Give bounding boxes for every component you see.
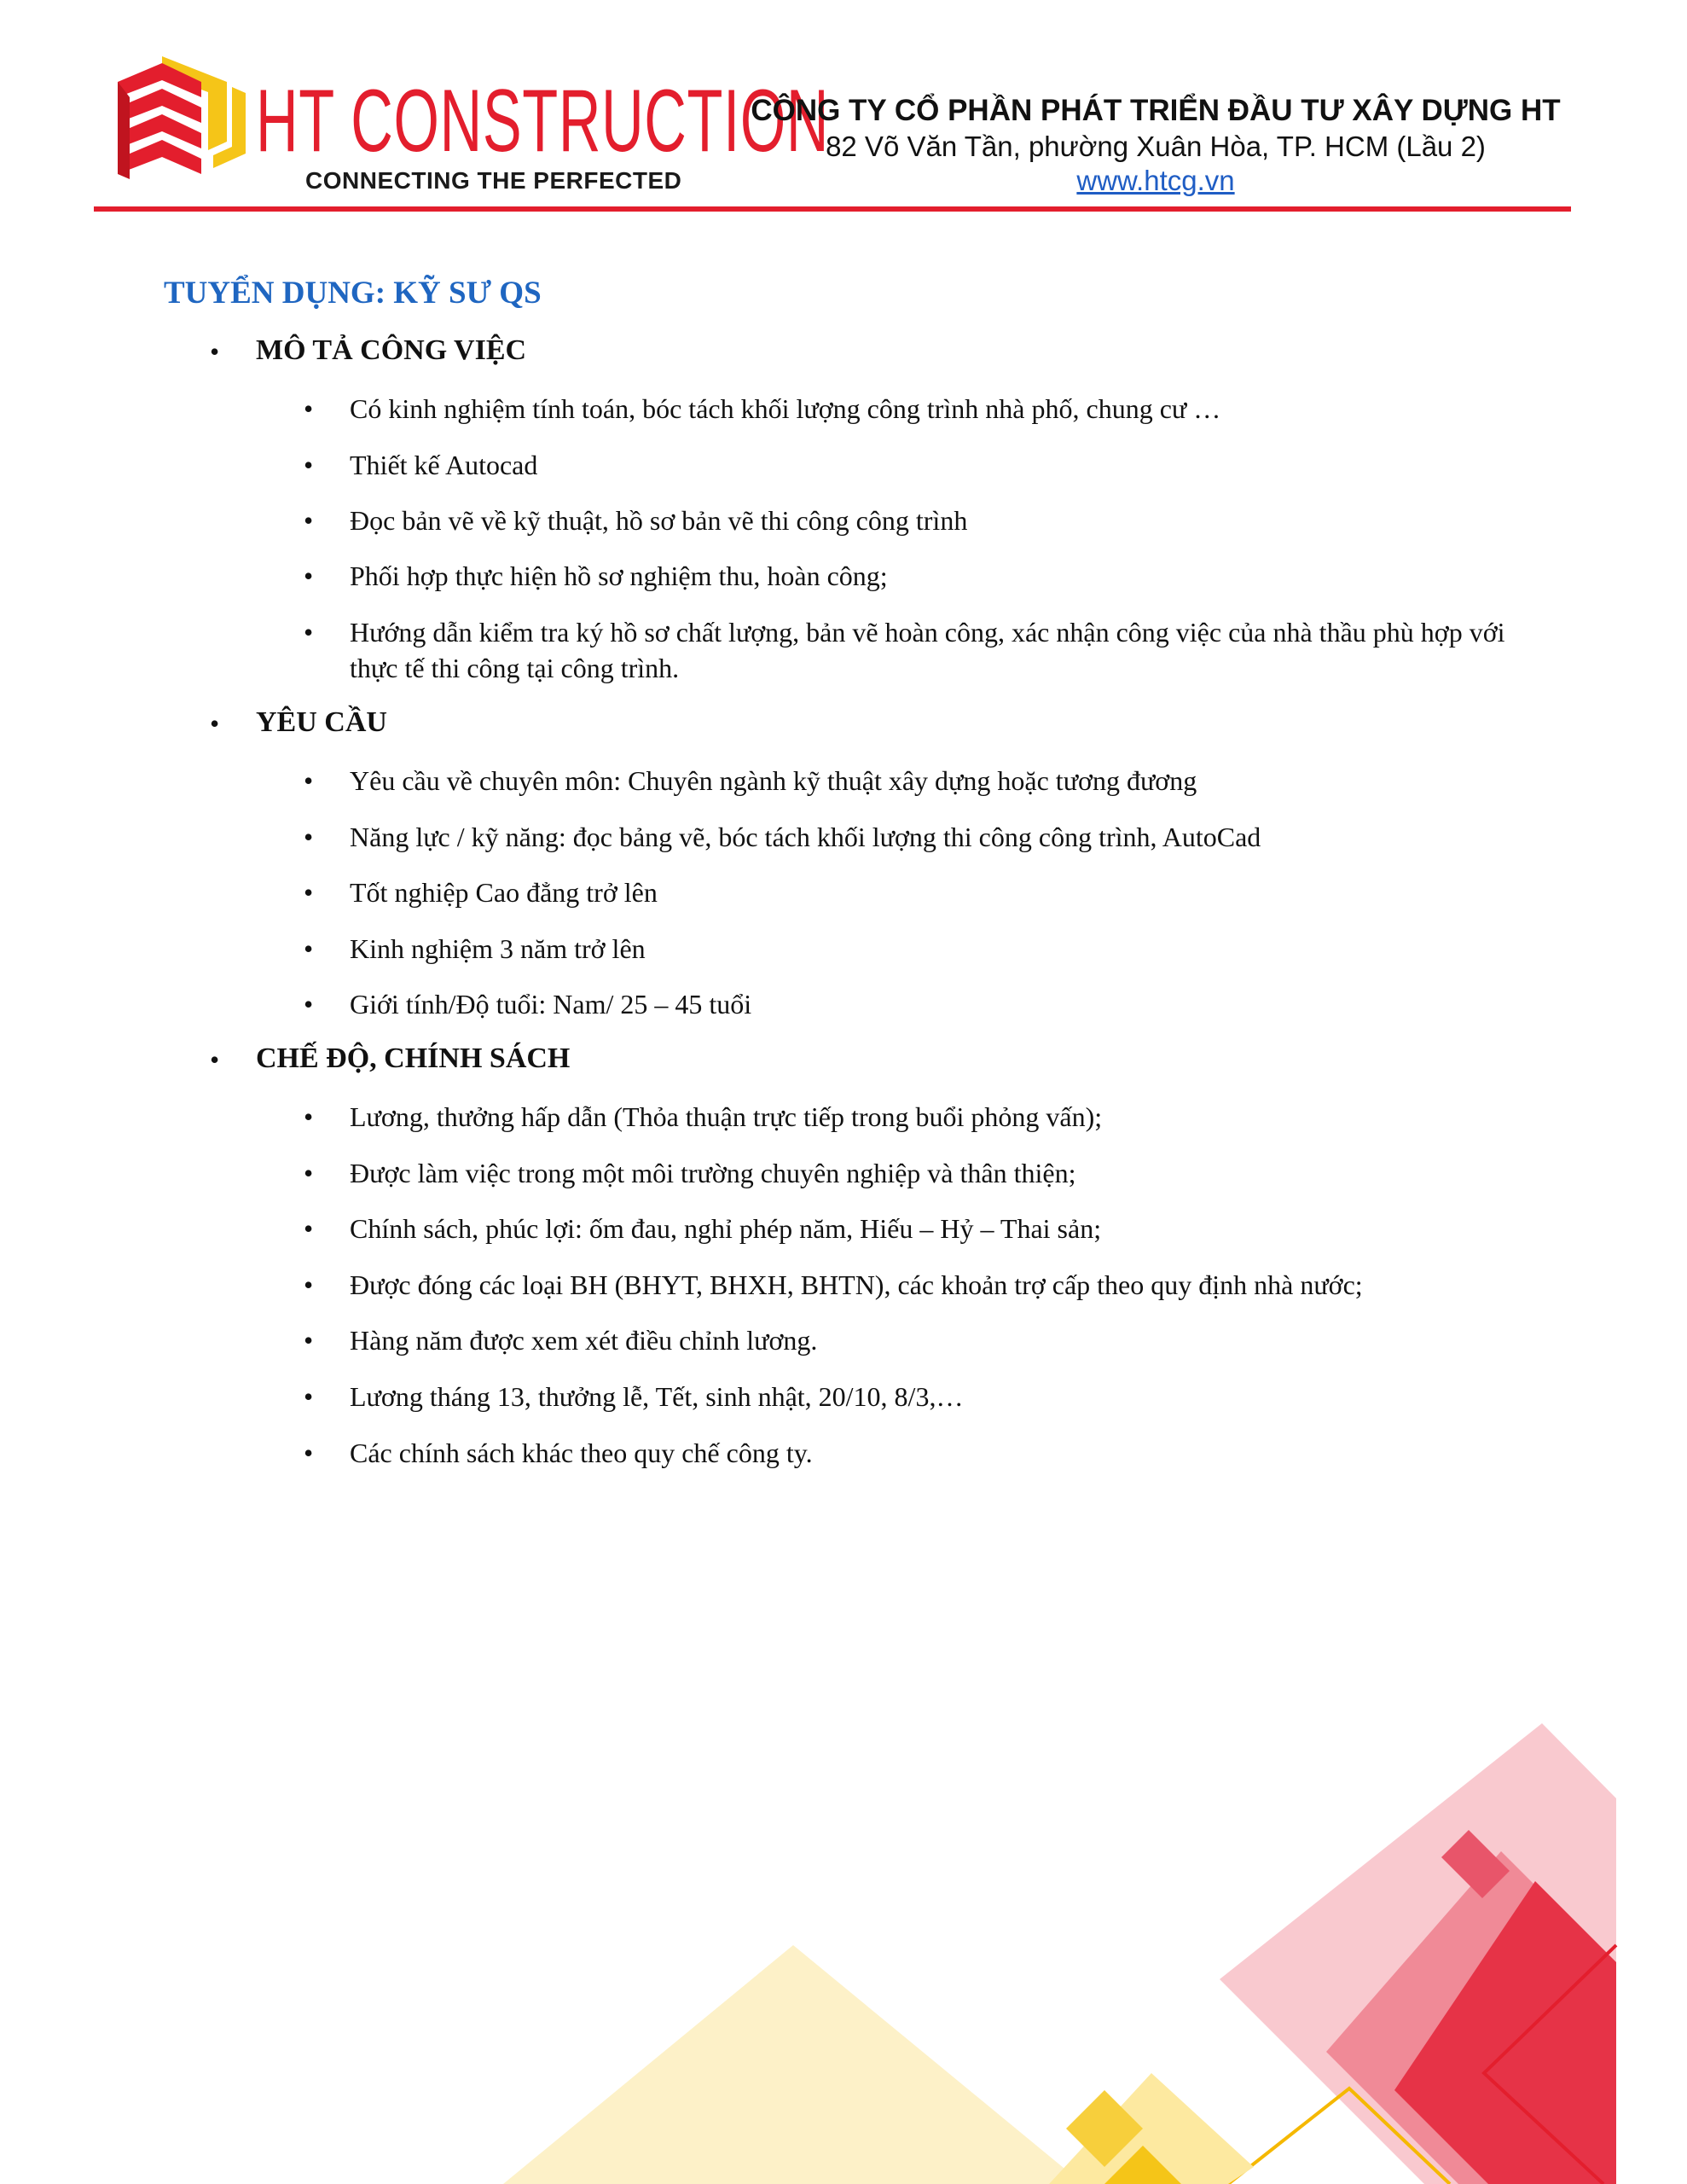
- list-item: Tốt nghiệp Cao đẳng trở lên: [350, 877, 658, 908]
- list-bullet: •: [304, 561, 314, 591]
- list-bullet: •: [304, 450, 314, 480]
- decorative-diamond-shapes: [0, 1672, 1687, 2184]
- list-item: Thiết kế Autocad: [350, 450, 538, 480]
- list-bullet: •: [304, 393, 314, 424]
- company-address: 82 Võ Văn Tần, phường Xuân Hòa, TP. HCM (Lầu 2): [826, 131, 1486, 162]
- section-heading: YÊU CẦU: [256, 706, 387, 738]
- list-item: Lương tháng 13, thưởng lễ, Tết, sinh nhật, 20/10, 8/3,…: [350, 1381, 964, 1412]
- list-bullet: •: [304, 989, 314, 1019]
- list-bullet: •: [304, 877, 314, 908]
- decor-yellow-diamond: [503, 1945, 1083, 2184]
- list-bullet: •: [304, 617, 314, 648]
- list-bullet: •: [304, 1158, 314, 1188]
- list-item: Hướng dẫn kiểm tra ký hồ sơ chất lượng, bản vẽ hoàn công, xác nhận công việc của nhà thầu phù hợp với thực tế thi công tại công trình.: [350, 617, 1505, 683]
- list-bullet: •: [304, 1269, 314, 1300]
- list-item: Các chính sách khác theo quy chế công ty.: [350, 1438, 813, 1468]
- list-bullet: •: [304, 822, 314, 852]
- header-divider: [94, 206, 1571, 212]
- list-bullet: •: [304, 765, 314, 796]
- brand-tagline: CONNECTING THE PERFECTED: [305, 167, 682, 194]
- list-item: Được đóng các loại BH (BHYT, BHXH, BHTN), các khoản trợ cấp theo quy định nhà nước;: [350, 1269, 1363, 1300]
- section-heading: CHẾ ĐỘ, CHÍNH SÁCH: [256, 1043, 571, 1074]
- company-website-link[interactable]: www.htcg.vn: [1076, 165, 1235, 196]
- list-item: Lương, thưởng hấp dẫn (Thỏa thuận trực tiếp trong buổi phỏng vấn);: [350, 1101, 1103, 1132]
- company-info: [742, 92, 1569, 198]
- list-item: Đọc bản vẽ về kỹ thuật, hồ sơ bản vẽ thi công công trình: [350, 505, 968, 536]
- list-item: Năng lực / kỹ năng: đọc bảng vẽ, bóc tách khối lượng thi công công trình, AutoCad: [350, 822, 1261, 852]
- section-bullet: •: [210, 1044, 220, 1075]
- list-bullet: •: [304, 933, 314, 964]
- list-bullet: •: [304, 1381, 314, 1412]
- list-bullet: •: [304, 1213, 314, 1244]
- brand-logo-text: HT CONSTRUCTION: [256, 72, 830, 171]
- list-bullet: •: [304, 1101, 314, 1132]
- list-item: Chính sách, phúc lợi: ốm đau, nghỉ phép năm, Hiếu – Hỷ – Thai sản;: [350, 1213, 1102, 1244]
- list-item: Kinh nghiệm 3 năm trở lên: [350, 933, 646, 964]
- section-bullet: •: [210, 336, 220, 367]
- list-item: Phối hợp thực hiện hồ sơ nghiệm thu, hoàn công;: [350, 561, 888, 591]
- section-bullet: •: [210, 708, 220, 739]
- list-item: Giới tính/Độ tuổi: Nam/ 25 – 45 tuổi: [350, 989, 752, 1019]
- list-item: Yêu cầu về chuyên môn: Chuyên ngành kỹ thuật xây dựng hoặc tương đương: [350, 765, 1197, 796]
- list-bullet: •: [304, 505, 314, 536]
- list-bullet: •: [304, 1325, 314, 1356]
- section-heading: MÔ TẢ CÔNG VIỆC: [256, 334, 527, 366]
- list-item: Hàng năm được xem xét điều chỉnh lương.: [350, 1325, 818, 1356]
- list-item: Có kinh nghiệm tính toán, bóc tách khối lượng công trình nhà phố, chung cư …: [350, 393, 1221, 424]
- list-bullet: •: [304, 1438, 314, 1468]
- company-name: CÔNG TY CỔ PHẦN PHÁT TRIỂN ĐẦU TƯ XÂY DỰNG HT: [751, 94, 1561, 127]
- stacked-chevron-logo-icon: [113, 53, 249, 194]
- page-title: TUYỂN DỤNG: KỸ SƯ QS: [164, 276, 542, 311]
- list-item: Được làm việc trong một môi trường chuyên nghiệp và thân thiện;: [350, 1158, 1076, 1188]
